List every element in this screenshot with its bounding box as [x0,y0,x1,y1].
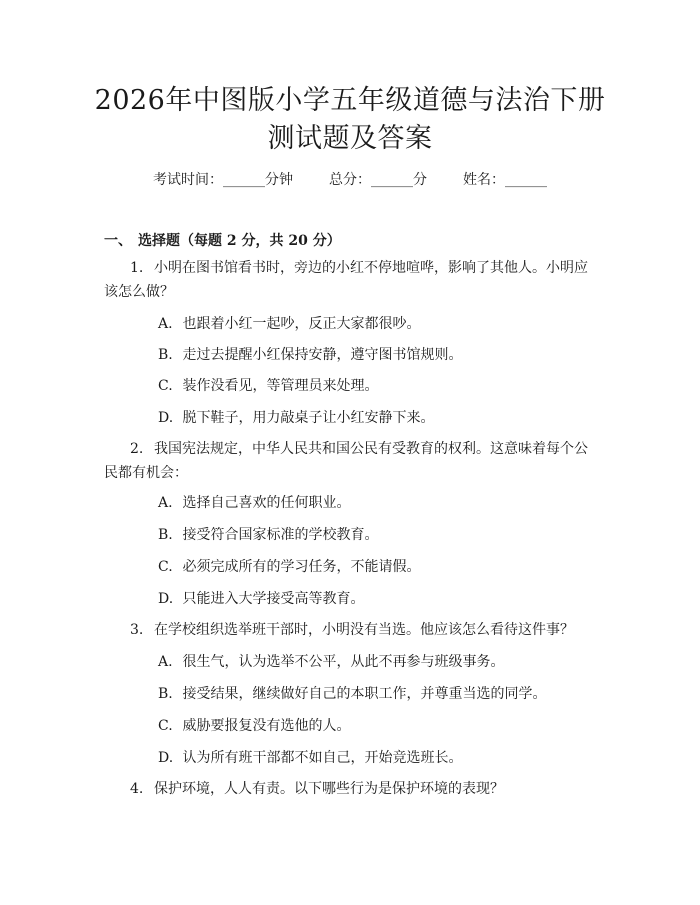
question-number: 1. [130,260,144,276]
option-letter: C. [158,378,173,394]
option-text: 认为所有班干部都不如自己，开始竞选班长。 [182,750,463,766]
option-text: 接受结果，继续做好自己的本职工作，并尊重当选的同学。 [182,686,547,702]
question-3-option-a [158,652,504,672]
option-letter: B. [158,347,173,363]
section-heading [104,231,341,251]
student-name-field: 姓名：______ [463,172,547,188]
question-1 [104,256,600,304]
option-letter: D. [158,591,174,607]
section-title: 选择题（每题 2 分，共 20 分） [138,233,341,249]
option-letter: C. [158,559,173,575]
option-text: 很生气，认为选举不公平，从此不再参与班级事务。 [182,654,505,670]
total-score-field: 总分：______分 [329,172,427,188]
question-number: 2. [130,441,144,457]
question-number: 4. [130,781,144,797]
option-text: 威胁要报复没有选他的人。 [182,718,351,734]
question-1-option-b [158,345,462,365]
option-text: 也跟着小红一起吵，反正大家都很吵。 [182,316,421,332]
question-text: 小明在图书馆看书时，旁边的小红不停地喧哗，影响了其他人。小明应该怎么做？ [104,260,588,300]
question-1-option-c [158,376,378,396]
question-text: 我国宪法规定，中华人民共和国公民有受教育的权利。这意味着每个公民都有机会： [104,441,588,481]
question-2-option-a [158,493,350,513]
option-letter: B. [158,686,173,702]
option-letter: D. [158,750,174,766]
option-letter: C. [158,718,173,734]
option-letter: A. [158,316,173,332]
option-text: 装作没看见，等管理员来处理。 [182,378,379,394]
question-3-option-d [158,748,462,768]
question-2-option-c [158,557,420,577]
option-letter: B. [158,527,173,543]
page-title: 2026年中图版小学五年级道德与法治下册测试题及答案 [94,85,606,154]
option-letter: D. [158,410,174,426]
question-3-option-c [158,716,350,736]
question-3 [104,618,600,642]
question-2 [104,437,600,485]
option-text: 只能进入大学接受高等教育。 [182,591,365,607]
question-3-option-b [158,684,546,704]
section-number: 一、 [104,233,132,249]
option-text: 选择自己喜欢的任何职业。 [182,495,351,511]
question-1-option-d [158,408,434,428]
question-4 [104,777,600,801]
option-text: 走过去提醒小红保持安静，遵守图书馆规则。 [182,347,463,363]
question-2-option-b [158,525,378,545]
question-1-option-a [158,314,420,334]
question-2-option-d [158,589,364,609]
option-letter: A. [158,495,173,511]
question-text: 在学校组织选举班干部时，小明没有当选。他应该怎么看待这件事？ [154,622,574,638]
option-text: 接受符合国家标准的学校教育。 [182,527,379,543]
option-letter: A. [158,654,173,670]
exam-info [0,170,700,190]
exam-time-field: 考试时间：______分钟 [153,172,293,188]
option-text: 脱下鞋子，用力敲桌子让小红安静下来。 [182,410,435,426]
option-text: 必须完成所有的学习任务，不能请假。 [182,559,421,575]
question-text: 保护环境，人人有责。以下哪些行为是保护环境的表现？ [154,781,504,797]
question-number: 3. [130,622,144,638]
